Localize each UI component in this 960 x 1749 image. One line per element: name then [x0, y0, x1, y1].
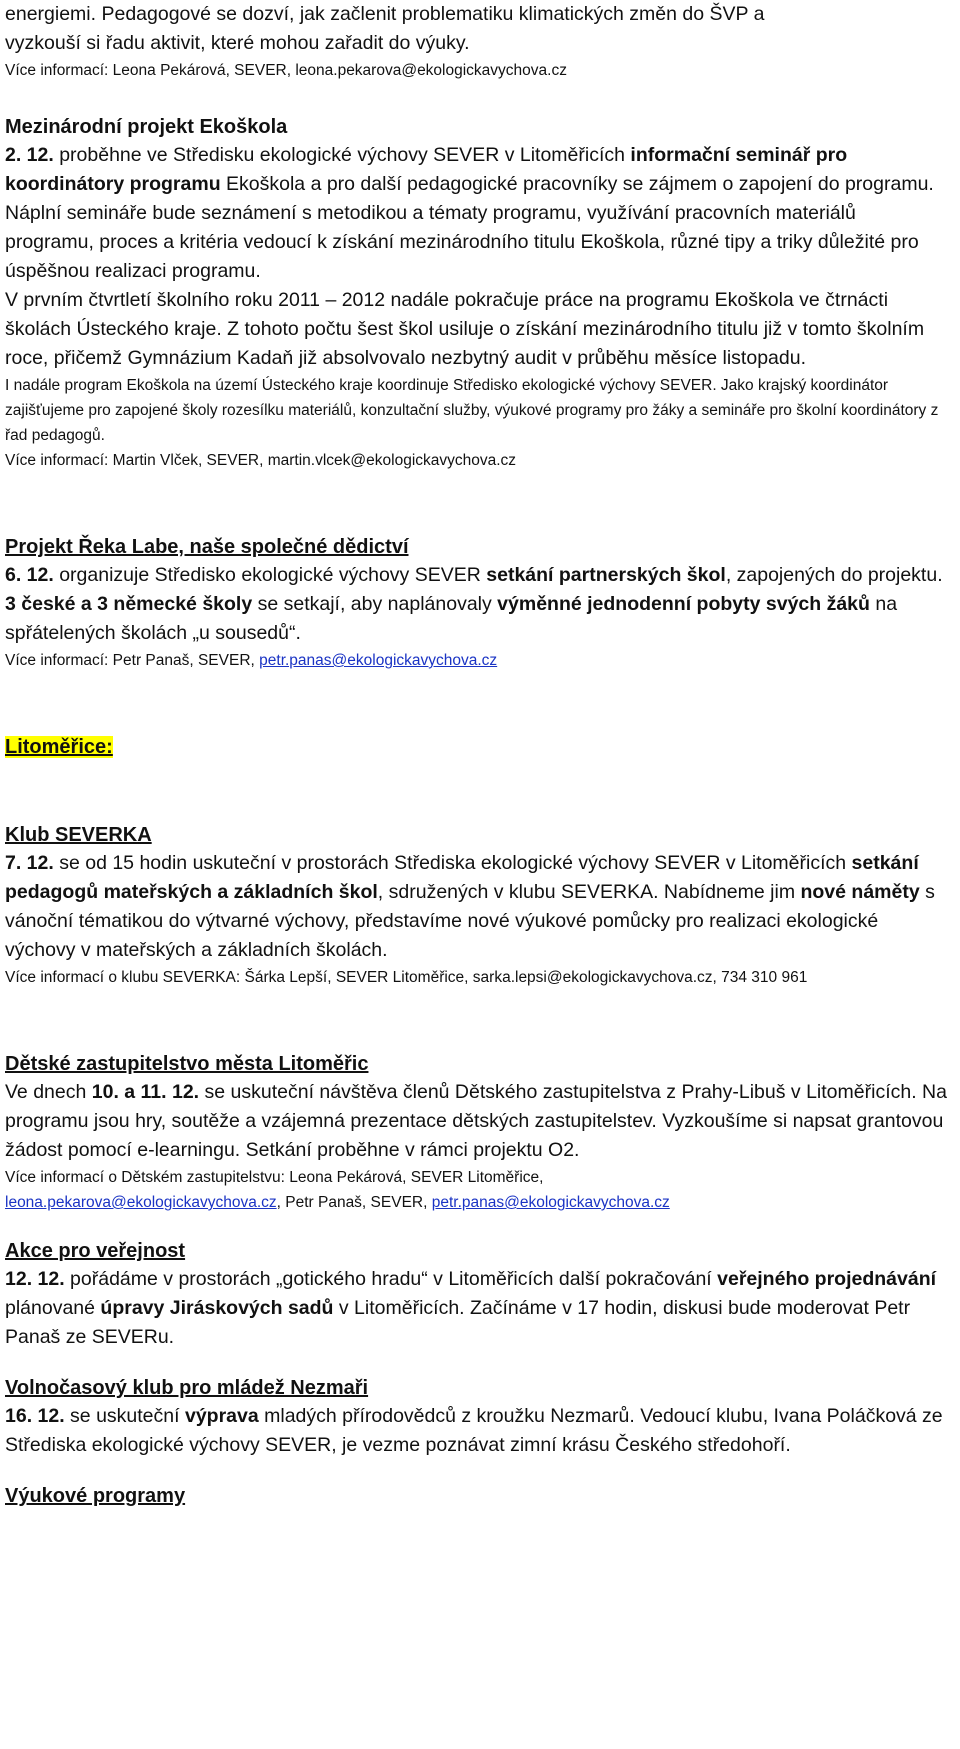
ekoskola-paragraph-1 — [5, 141, 950, 286]
heading-zastupitelstvo — [5, 1050, 950, 1078]
labe-bold-2: 3 české a 3 německé školy — [5, 593, 253, 615]
heading-zastupitelstvo-text: Dětské zastupitelstvo města Litoměřic — [5, 1053, 369, 1075]
labe-contact-link[interactable]: petr.panas@ekologickavychova.cz — [259, 652, 498, 669]
zastupitelstvo-paragraph — [5, 1078, 950, 1165]
section-severka — [5, 821, 950, 990]
verejnost-text-3: v Litoměřicích. Začínáme v 17 hodin, diskusi bude moderovat Petr Panaš ze SEVERu. — [5, 1297, 911, 1348]
verejnost-text-2: plánované — [5, 1297, 101, 1319]
labe-bold-3: výměnné jednodenní pobyty svých žáků — [497, 593, 870, 615]
verejnost-bold-2: úpravy Jiráskových sadů — [100, 1297, 334, 1319]
verejnost-date: 12. 12. — [5, 1268, 65, 1290]
heading-verejnost-text: Akce pro veřejnost — [5, 1240, 186, 1262]
labe-date: 6. 12. — [5, 564, 54, 586]
ekoskola-text-2: Ekoškola a pro další pedagogické pracovníky se zájmem o zapojení do programu. Náplní semináře bude seznámení s metodikou a tématy programu, využívání pracovních materiálů programu, proces a kritéria vedoucí k získání mezinárodního titulu Ekoškola, různé tipy a triky důležité pro úspěšnou realizaci programu. — [5, 173, 934, 282]
section-labe — [5, 533, 950, 673]
heading-ekoskola: Mezinárodní projekt Ekoškola — [5, 116, 288, 138]
ekoskola-text-1: proběhne ve Středisku ekologické výchovy SEVER v Litoměřicích — [53, 144, 631, 166]
ekoskola-bold-1: informační seminář pro koordinátory programu — [5, 144, 848, 195]
zastupitelstvo-link-2[interactable]: petr.panas@ekologickavychova.cz — [431, 1194, 670, 1211]
labe-text-4: na spřátelených školách „u sousedů“. — [5, 593, 898, 644]
zastupitelstvo-text-0: Ve dnech — [5, 1081, 92, 1103]
severka-paragraph — [5, 849, 950, 965]
heading-severka — [5, 821, 950, 849]
heading-labe — [5, 533, 950, 561]
zastupitelstvo-text-1: se uskuteční návštěva členů Dětského zastupitelstva z Prahy-Libuš v Litoměřicích. Na programu jsou hry, soutěže a vzájemná prezentace dětských zastupitelstev. Vyzkoušíme si napsat grantovou žádost pomocí e-learningu. Setkání proběhne v rámci projektu O2. — [5, 1081, 947, 1161]
labe-contact-prefix: Více informací: Petr Panaš, SEVER, — [5, 652, 260, 669]
ekoskola-date: 2. 12. — [5, 144, 54, 166]
heading-litomerice — [5, 733, 950, 761]
heading-nezmari — [5, 1374, 950, 1402]
severka-date: 7. 12. — [5, 852, 54, 874]
labe-bold-1: setkání partnerských škol — [486, 564, 726, 586]
zastupitelstvo-contact-line-1: Více informací o Dětském zastupitelstvu: Leona Pekárová, SEVER Litoměřice, — [5, 1169, 544, 1186]
zastupitelstvo-dates: 10. a 11. 12. — [91, 1081, 200, 1103]
heading-verejnost — [5, 1237, 950, 1265]
section-zastupitelstvo — [5, 1050, 950, 1215]
intro-line-2: vyzkouší si řadu aktivit, které mohou zařadit do výuky. — [5, 32, 470, 54]
section-verejnost — [5, 1237, 950, 1352]
intro-line-1: energiemi. Pedagogové se dozví, jak začlenit problematiku klimatických změn do ŠVP a — [5, 3, 765, 25]
heading-nezmari-text: Volnočasový klub pro mládež Nezmaři — [5, 1377, 369, 1399]
section-nezmari — [5, 1374, 950, 1460]
ekoskola-paragraph-2: V prvním čtvrtletí školního roku 2011 – 2012 nadále pokračuje práce na programu Ekoškola ve čtrnácti školách Ústeckého kraje. Z tohoto počtu šest škol usiluje o získání mezinárodního titulu již v tomto školním roce, přičemž Gymnázium Kadaň již absolvovalo nezbytný audit v průběhu měsíce listopadu. — [5, 289, 925, 369]
zastupitelstvo-contact-mid: , Petr Panaš, SEVER, — [276, 1194, 432, 1211]
intro-contact: Více informací: Leona Pekárová, SEVER, leona.pekarova@ekologickavychova.cz — [5, 62, 567, 79]
verejnost-text-1: pořádáme v prostorách „gotického hradu“ v Litoměřicích další pokračování — [64, 1268, 718, 1290]
nezmari-bold-1: výprava — [184, 1405, 259, 1427]
newsletter-page — [5, 0, 950, 1510]
labe-contact — [5, 648, 950, 673]
severka-bold-1: setkání pedagogů mateřských a základních škol — [5, 852, 919, 903]
nezmari-text-1: se uskuteční — [64, 1405, 185, 1427]
nezmari-text-2: mladých přírodovědců z kroužku Nezmarů. Vedoucí klubu, Ivana Poláčková ze Střediska ekologické výchovy SEVER, je vezme poznávat zimní krásu Českého středohoří. — [5, 1405, 943, 1456]
severka-text-1: se od 15 hodin uskuteční v prostorách Střediska ekologické výchovy SEVER v Litoměřicích — [53, 852, 852, 874]
heading-vyukove-programy — [5, 1482, 950, 1510]
labe-text-1: organizuje Středisko ekologické výchovy SEVER — [53, 564, 487, 586]
heading-litomerice-text: Litoměřice: — [5, 736, 113, 758]
verejnost-paragraph — [5, 1265, 950, 1352]
severka-bold-2: nové náměty — [800, 881, 920, 903]
ekoskola-paragraph-3: I nadále program Ekoškola na území Ústeckého kraje koordinuje Středisko ekologické výchovy SEVER. Jako krajský koordinátor zajišťujeme pro zapojené školy rozesílku materiálů, konzultační služby, výukové programy pro žáky a semináře pro školní koordinátory z řad pedagogů. — [5, 377, 939, 444]
zastupitelstvo-contact-line-2 — [5, 1190, 950, 1215]
severka-text-2: , sdružených v klubu SEVERKA. Nabídneme jim — [377, 881, 801, 903]
nezmari-date: 16. 12. — [5, 1405, 65, 1427]
nezmari-paragraph — [5, 1402, 950, 1460]
labe-text-3: se setkají, aby naplánovaly — [252, 593, 498, 615]
labe-paragraph — [5, 561, 950, 648]
section-ekoskola — [5, 113, 950, 473]
zastupitelstvo-link-1[interactable]: leona.pekarova@ekologickavychova.cz — [5, 1194, 277, 1211]
ekoskola-contact: Více informací: Martin Vlček, SEVER, martin.vlcek@ekologickavychova.cz — [5, 452, 517, 469]
labe-text-2: , zapojených do projektu. — [725, 564, 943, 586]
heading-vyukove-text: Výukové programy — [5, 1485, 186, 1507]
heading-severka-text: Klub SEVERKA — [5, 824, 152, 846]
severka-contact: Více informací o klubu SEVERKA: Šárka Lepší, SEVER Litoměřice, sarka.lepsi@ekologickavychova.cz, 734 310 961 — [5, 969, 808, 986]
heading-labe-text: Projekt Řeka Labe, naše společné dědictví — [5, 536, 409, 558]
severka-text-3: s vánoční tématikou do výtvarné výchovy, představíme nové výukové pomůcky pro realizaci ekologické výchovy v mateřských a základních školách. — [5, 881, 935, 961]
verejnost-bold-1: veřejného projednávání — [717, 1268, 937, 1290]
